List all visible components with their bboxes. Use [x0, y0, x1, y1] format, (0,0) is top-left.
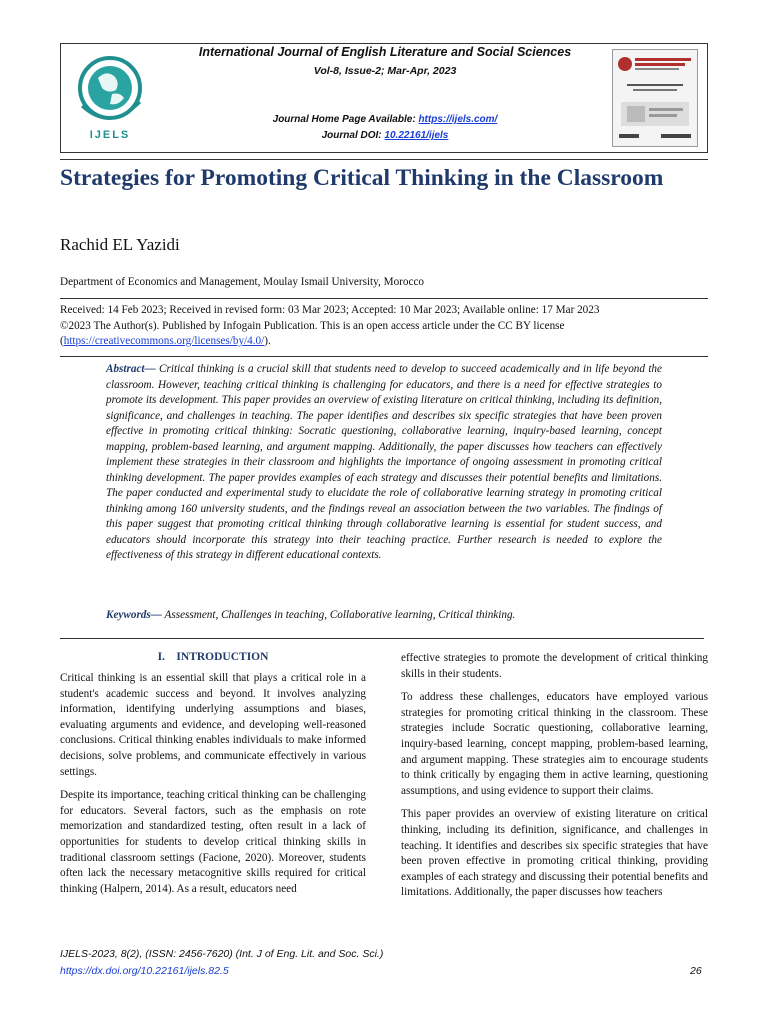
- license-link[interactable]: https://creativecommons.org/licenses/by/4.0/: [63, 335, 265, 347]
- abstract-label: Abstract—: [106, 363, 156, 375]
- homepage-label: Journal Home Page Available:: [272, 114, 419, 125]
- author-affiliation: Department of Economics and Management, Moulay Ismail University, Morocco: [60, 276, 425, 288]
- homepage-link[interactable]: https://ijels.com/: [418, 114, 498, 125]
- article-dates: Received: 14 Feb 2023; Received in revised form: 03 Mar 2023; Accepted: 10 Mar 2023; Available online: 17 Mar 2023: [60, 304, 600, 316]
- body-column-right: [401, 651, 708, 909]
- keywords: [106, 609, 662, 621]
- paragraph: effective strategies to promote the development of critical thinking skills in their students.: [401, 652, 708, 680]
- abstract-rule: [60, 638, 704, 639]
- paragraph: Despite its importance, teaching critical thinking can be challenging for educators. Several factors, such as the emphasis on rote memorization and standardized testing, often result in a lack of opportunities for students to develop critical thinking skills in traditional classroom settings (Facione, 2020). Moreover, students often lack the necessary metacognitive skills required for critical thinking (Halpern, 2014). As a result, educators need: [60, 789, 366, 895]
- article-copyright: ©2023 The Author(s). Published by Infogain Publication. This is an open access article under the CC BY license: [60, 319, 565, 332]
- meta-top-rule: [60, 298, 708, 299]
- license-open: (: [60, 335, 64, 347]
- journal-cover-image: [612, 49, 698, 147]
- header-rule: [60, 159, 708, 160]
- logo-text: IJELS: [89, 129, 131, 141]
- journal-logo: [68, 48, 152, 146]
- doi-link[interactable]: 10.22161/ijels: [384, 130, 449, 141]
- license-line: [60, 334, 710, 350]
- abstract: [106, 362, 662, 564]
- article-title: Strategies for Promoting Critical Thinking in the Classroom: [60, 165, 664, 191]
- article-author: Rachid EL Yazidi: [60, 235, 180, 254]
- doi-label: Journal DOI:: [321, 130, 385, 141]
- body-column-left: [60, 671, 366, 905]
- keywords-text: Assessment, Challenges in teaching, Collaborative learning, Critical thinking.: [161, 609, 516, 621]
- homepage-line: [180, 114, 590, 125]
- footer-doi-link[interactable]: https://dx.doi.org/10.22161/ijels.82.5: [60, 965, 229, 977]
- meta-bottom-rule: [60, 356, 708, 357]
- paragraph: Critical thinking is an essential skill that plays a critical role in a student's academic success and beyond. It involves analyzing information, identifying underlying assumptions and biases, evaluating arguments and evidence, and developing well-reasoned conclusions. Critical thinking enables individuals to make informed decisions, solve problems, and communicate effectively in various settings.: [60, 672, 366, 778]
- paragraph: This paper provides an overview of existing literature on critical thinking, including its definition, significance, and challenges in teaching. It identifies and describes six specific strategies that have been proven effective in promoting critical thinking, providing examples of each strategy and discussing their potential benefits and limitations. Additionally, the paper discusses how teachers: [401, 808, 708, 899]
- paragraph: To address these challenges, educators have employed various strategies for promoting critical thinking in the classroom. These strategies include Socratic questioning, collaborative learning, inquiry-based learning, concept mapping, problem-based learning, and argument mapping. These strategies aim to encourage students to think critically by engaging them in active learning, questioning assumptions, and using evidence to support their claims.: [401, 691, 708, 797]
- keywords-label: Keywords—: [106, 609, 162, 621]
- doi-line: [180, 130, 590, 141]
- section-heading: I. INTRODUCTION: [157, 651, 269, 663]
- footer-citation: IJELS-2023, 8(2), (ISSN: 2456-7620) (Int. J of Eng. Lit. and Soc. Sci.): [60, 948, 384, 960]
- journal-name: International Journal of English Literature and Social Sciences: [198, 45, 572, 59]
- license-close: ).: [264, 335, 271, 347]
- article-metadata: [60, 303, 710, 350]
- abstract-text: Critical thinking is a crucial skill that students need to develop to succeed academically and in life beyond the classroom. However, teaching critical thinking is challenging for educators, and there is a need for effective strategies to promote its development. This paper provides an overview of existing literature on critical thinking, including its definition, significance, and challenges in teaching. The paper identifies and describes six specific strategies that have been proven effective in promoting critical thinking: Socratic questioning, collaborative learning, inquiry-based learning, concept mapping, problem-based learning, and argument mapping. Additionally, the paper discusses how teachers can effectively implement these strategies in their classroom and highlights the importance of ongoing assessment in promoting critical thinking development. The paper provides examples of each strategy and discusses their potential benefits and limitations. The paper conducted and experimental study to elucidate the role of collaborative learning strategy in promoting critical thinking among 160 university students, and the findings reveal an association between the two variables. The findings of this paper suggest that promoting critical thinking through collaborative learning is essential for student success, and educators should incorporate this strategy into their teaching practice. Further research is needed to explore the effectiveness of this strategy in different educational contexts.: [106, 363, 662, 561]
- journal-issue: Vol-8, Issue-2; Mar-Apr, 2023: [313, 65, 457, 77]
- page-number: 26: [690, 965, 702, 977]
